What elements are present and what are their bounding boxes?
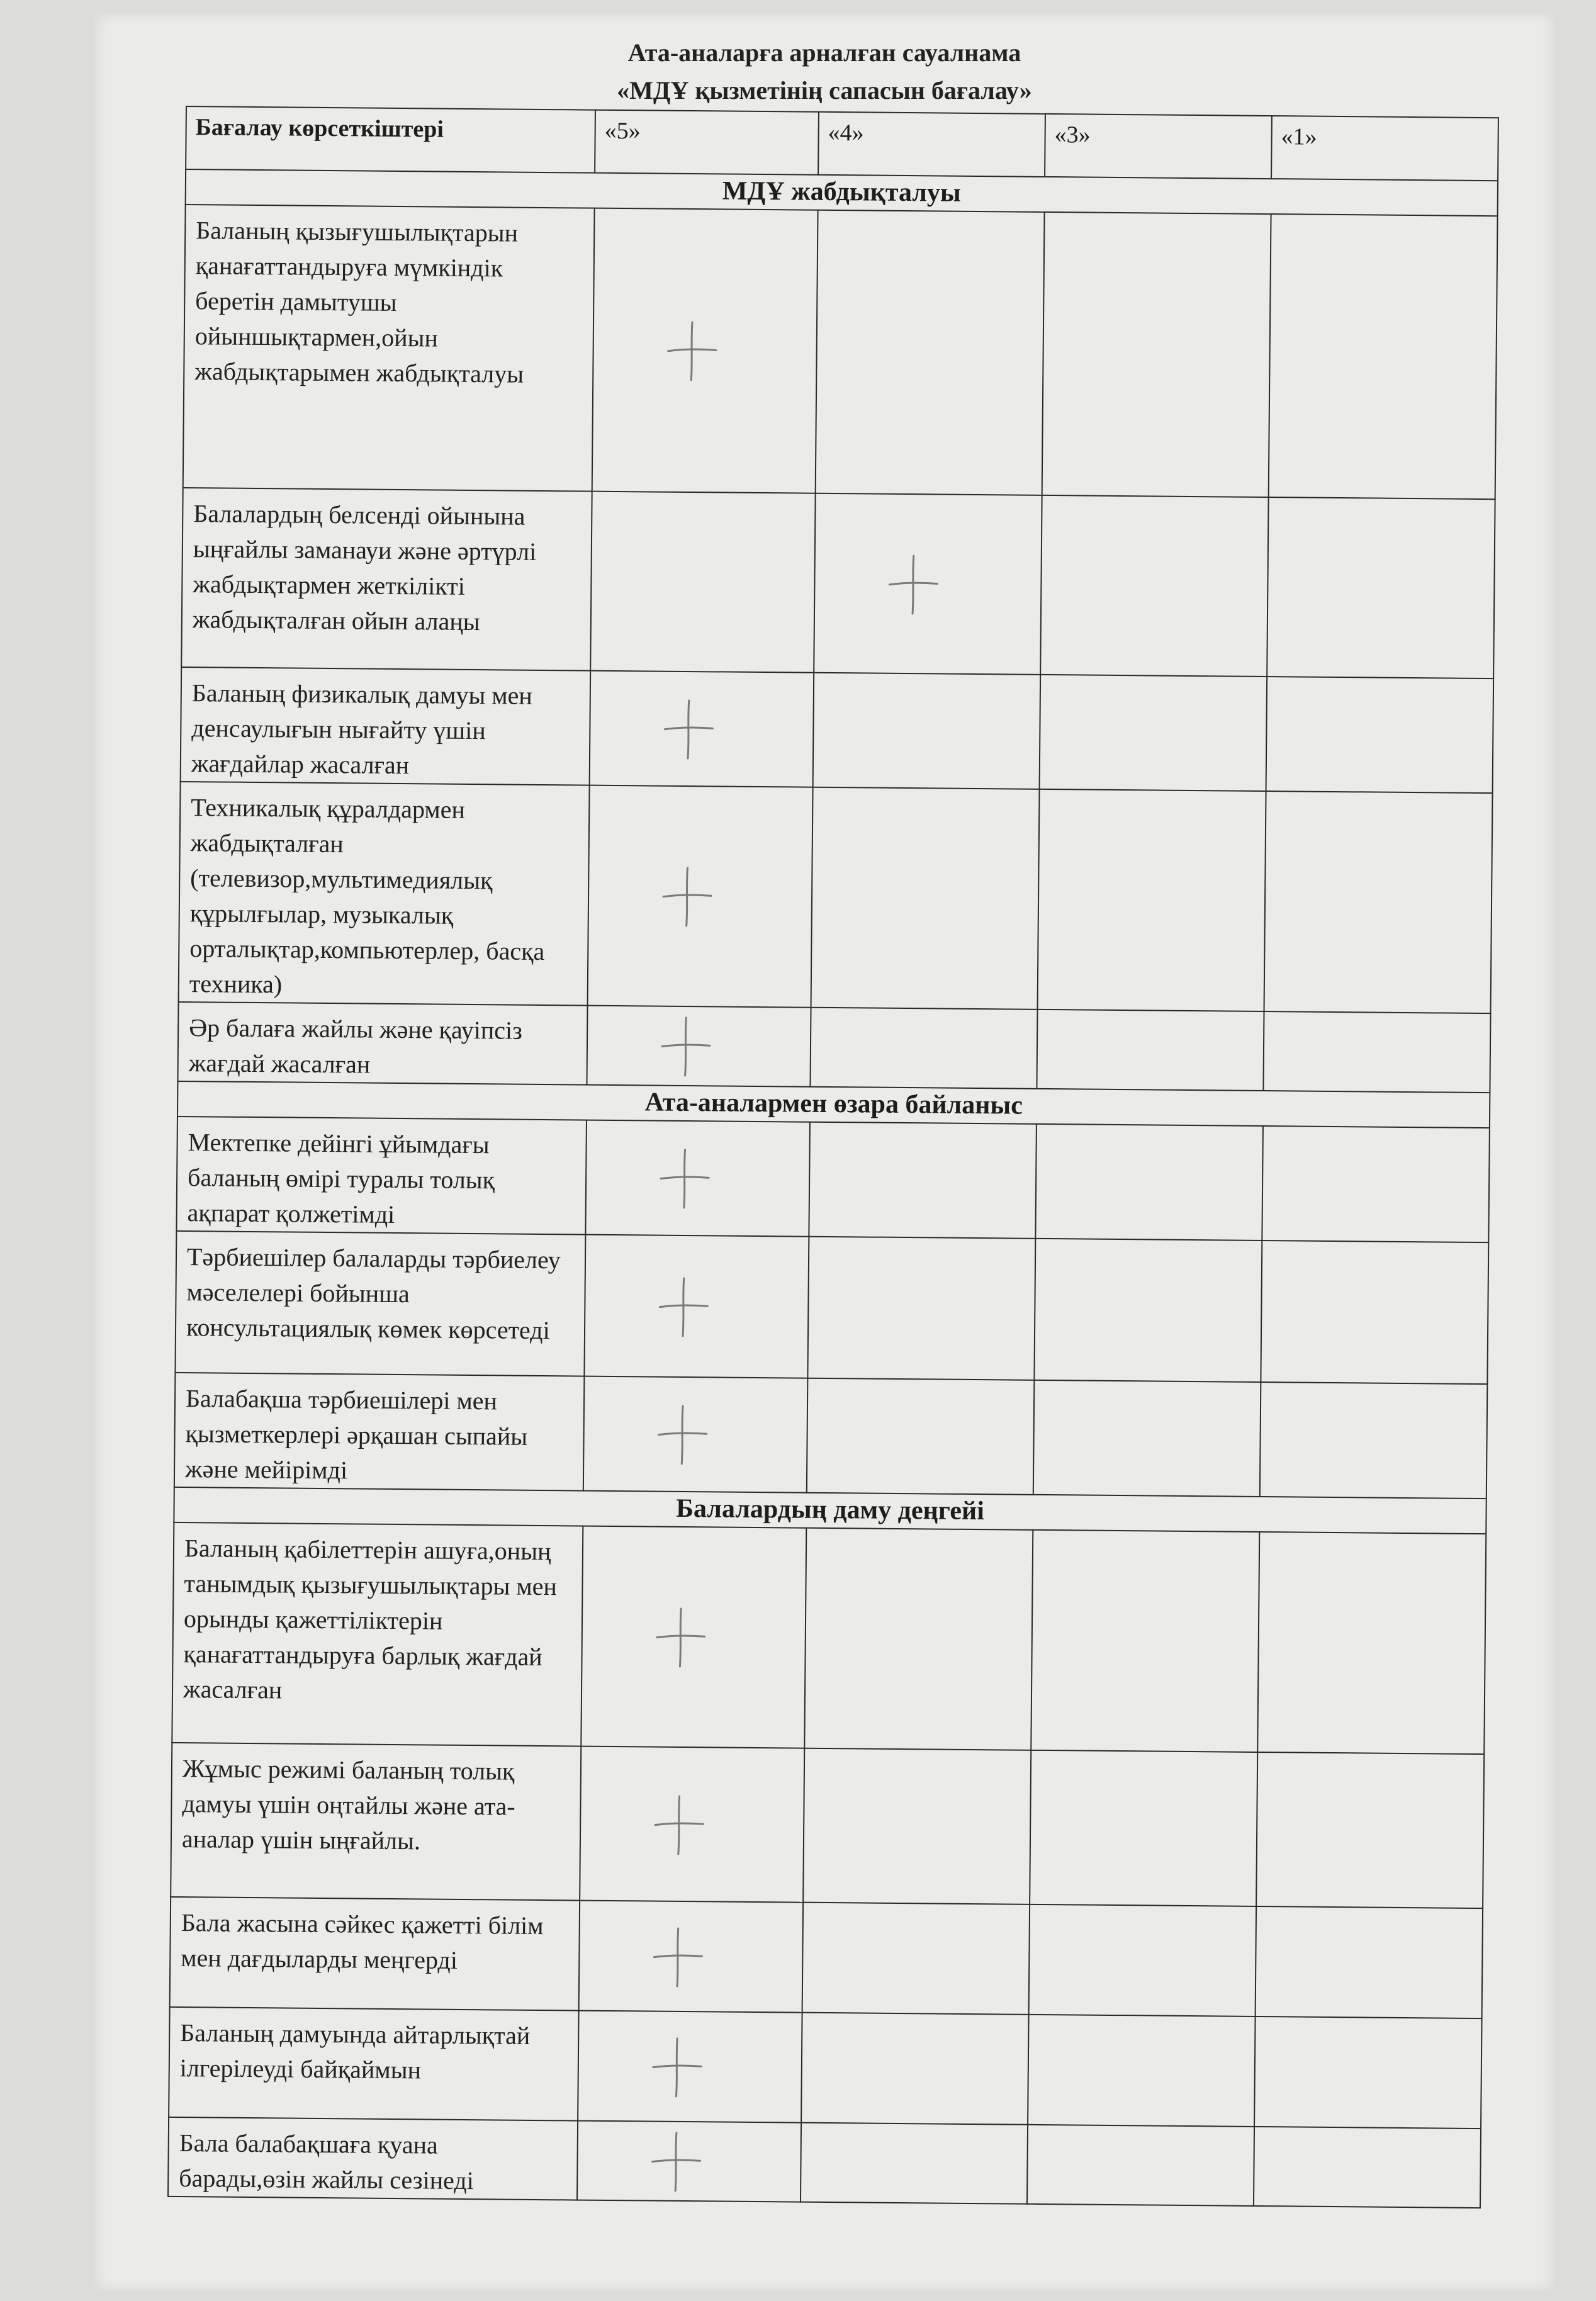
rating-cell-score-4[interactable]	[802, 1903, 1030, 2015]
rating-cell-score-4[interactable]	[814, 493, 1042, 675]
survey-sheet	[94, 13, 1554, 2291]
rating-cell-score-3[interactable]	[1028, 2015, 1256, 2127]
document-title: Ата-аналарға арналған сауалнама	[627, 38, 1021, 67]
rating-cell-score-1[interactable]	[1266, 677, 1494, 793]
handwritten-plus-mark	[655, 1271, 712, 1341]
rating-cell-score-3[interactable]	[1042, 212, 1271, 497]
section-title: Ата-аналармен өзара байланыс	[177, 1081, 1490, 1128]
table-row	[175, 1231, 1488, 1384]
rating-cell-score-5[interactable]	[587, 1006, 811, 1087]
table-row	[169, 2007, 1481, 2129]
handwritten-plus-mark	[884, 549, 941, 619]
handwritten-plus-mark	[648, 2032, 705, 2101]
criterion-text: Әр балаға жайлы және қауіпсіз жағдай жасалған	[177, 1002, 587, 1085]
criterion-text: Баланың дамуында айтарлықтай ілгерілеуді байқаймын	[169, 2007, 579, 2121]
handwritten-plus-mark	[653, 1400, 711, 1470]
rating-cell-score-3[interactable]	[1034, 1239, 1262, 1382]
rating-cell-score-5[interactable]	[577, 2121, 801, 2202]
rating-cell-score-1[interactable]	[1269, 214, 1498, 499]
rating-cell-score-5[interactable]	[583, 1376, 808, 1493]
rating-cell-score-4[interactable]	[810, 1008, 1037, 1089]
rating-cell-score-1[interactable]	[1256, 1752, 1484, 1908]
criterion-text: Балабақша тәрбиешілері мен қызметкерлері әрқашан сыпайы және мейірімді	[174, 1373, 585, 1491]
rating-cell-score-5[interactable]	[579, 1901, 804, 2013]
criterion-text: Бала балабақшаға қуана барады,өзін жайлы сезінеді	[168, 2117, 578, 2200]
column-header-criteria: Бағалау көрсеткіштері	[186, 106, 595, 173]
rating-cell-score-3[interactable]	[1038, 789, 1266, 1011]
criterion-text: Баланың физикалық дамуы мен денсаулығын нығайту үшін жағдайлар жасалған	[181, 667, 591, 785]
criterion-text: Балалардың белсенді ойынына ыңғайлы заманауи және әртүрлі жабдықтармен жеткілікті жабдықталған ойын алаңы	[181, 488, 592, 671]
column-header-score-4: «4»	[818, 112, 1045, 177]
handwritten-plus-mark	[649, 1921, 706, 1991]
rating-cell-score-1[interactable]	[1263, 1011, 1490, 1093]
table-row	[170, 1897, 1483, 2018]
rating-cell-score-1[interactable]	[1260, 1382, 1488, 1499]
rating-cell-score-5[interactable]	[590, 492, 815, 673]
table-row	[168, 2117, 1481, 2208]
survey-body	[168, 169, 1498, 2208]
rating-cell-score-1[interactable]	[1257, 1532, 1486, 1754]
handwritten-plus-mark	[647, 2127, 704, 2197]
rating-cell-score-1[interactable]	[1267, 497, 1495, 678]
rating-cell-score-3[interactable]	[1033, 1380, 1261, 1497]
table-row	[171, 1743, 1484, 1908]
rating-cell-score-4[interactable]	[801, 2013, 1029, 2125]
table-row	[181, 667, 1494, 793]
rating-cell-score-3[interactable]	[1027, 2125, 1254, 2206]
section-title: Балалардың даму деңгейі	[174, 1487, 1486, 1534]
rating-cell-score-1[interactable]	[1254, 2127, 1481, 2208]
rating-cell-score-5[interactable]	[580, 1747, 804, 1903]
column-header-score-5: «5»	[595, 110, 819, 175]
table-row	[179, 782, 1493, 1013]
rating-cell-score-1[interactable]	[1256, 1906, 1483, 2018]
rating-cell-score-5[interactable]	[590, 671, 814, 787]
rating-cell-score-5[interactable]	[581, 1526, 806, 1748]
rating-cell-score-3[interactable]	[1030, 1750, 1257, 1906]
rating-cell-score-5[interactable]	[584, 1235, 809, 1378]
document-subtitle: «МДҰ қызметінің сапасын бағалау»	[617, 76, 1032, 104]
table-row	[176, 1117, 1490, 1242]
rating-cell-score-1[interactable]	[1262, 1126, 1490, 1242]
criterion-text: Баланың қабілеттерін ашуға,оның танымдық қызығушылықтары мен орынды қажеттіліктерін қанағаттандыруға барлық жағдай жасалған	[172, 1522, 583, 1747]
rating-cell-score-3[interactable]	[1031, 1530, 1259, 1752]
column-header-score-1: «1»	[1271, 116, 1498, 181]
rating-cell-score-1[interactable]	[1261, 1241, 1488, 1384]
table-row	[177, 1002, 1490, 1093]
criterion-text: Тәрбиешілер балаларды тәрбиелеу мәселелері бойынша консультациялық көмек көрсетеді	[175, 1231, 585, 1376]
criterion-text: Техникалық құралдармен жабдықталған (телевизор,мультимедиялық құрылғылар, музыкалық орталықтар,компьютерлер, басқа техника)	[179, 782, 590, 1006]
rating-cell-score-1[interactable]	[1254, 2017, 1482, 2129]
rating-cell-score-3[interactable]	[1037, 1010, 1264, 1091]
header-row	[186, 106, 1498, 181]
criterion-text: Баланың қызығушылықтарын қанағаттандыруға мүмкіндік беретін дамытушы ойыншықтармен,ойын жабдықтарымен жабдықталуы	[183, 205, 595, 492]
rating-cell-score-5[interactable]	[588, 785, 813, 1008]
rating-cell-score-5[interactable]	[585, 1120, 810, 1237]
survey-table	[167, 106, 1499, 2208]
handwritten-plus-mark	[651, 1602, 709, 1672]
rating-cell-score-3[interactable]	[1029, 1904, 1257, 2017]
section-title: МДҰ жабдықталуы	[186, 169, 1498, 216]
rating-cell-score-3[interactable]	[1040, 495, 1268, 677]
handwritten-plus-mark	[656, 1144, 713, 1213]
column-header-score-3: «3»	[1045, 114, 1272, 179]
table-row	[174, 1373, 1488, 1499]
rating-cell-score-5[interactable]	[578, 2011, 802, 2123]
handwritten-plus-mark	[660, 694, 717, 764]
criterion-text: Бала жасына сәйкес қажетті білім мен дағдыларды меңгерді	[170, 1897, 580, 2011]
rating-cell-score-1[interactable]	[1264, 791, 1493, 1013]
table-row	[181, 488, 1495, 678]
handwritten-plus-mark	[650, 1789, 707, 1859]
rating-cell-score-5[interactable]	[592, 208, 818, 493]
rating-cell-score-4[interactable]	[804, 1528, 1033, 1750]
handwritten-plus-mark	[657, 1011, 714, 1081]
rating-cell-score-3[interactable]	[1035, 1124, 1263, 1241]
rating-cell-score-4[interactable]	[811, 787, 1040, 1010]
rating-cell-score-4[interactable]	[813, 673, 1041, 789]
handwritten-plus-mark	[663, 316, 720, 386]
rating-cell-score-4[interactable]	[809, 1122, 1037, 1239]
table-row	[183, 205, 1498, 499]
rating-cell-score-4[interactable]	[801, 2123, 1028, 2204]
criterion-text: Мектепке дейінгі ұйымдағы баланың өмірі туралы толық ақпарат қолжетімді	[176, 1117, 587, 1235]
rating-cell-score-3[interactable]	[1040, 675, 1267, 791]
rating-cell-score-4[interactable]	[807, 1378, 1035, 1495]
criterion-text: Жұмыс режимі баланың толық дамуы үшін оңтайлы және ата-аналар үшін ыңғайлы.	[171, 1743, 581, 1901]
handwritten-plus-mark	[658, 862, 716, 931]
rating-cell-score-4[interactable]	[803, 1748, 1031, 1904]
rating-cell-score-4[interactable]	[816, 210, 1045, 495]
rating-cell-score-4[interactable]	[807, 1237, 1035, 1380]
table-row	[172, 1522, 1486, 1754]
